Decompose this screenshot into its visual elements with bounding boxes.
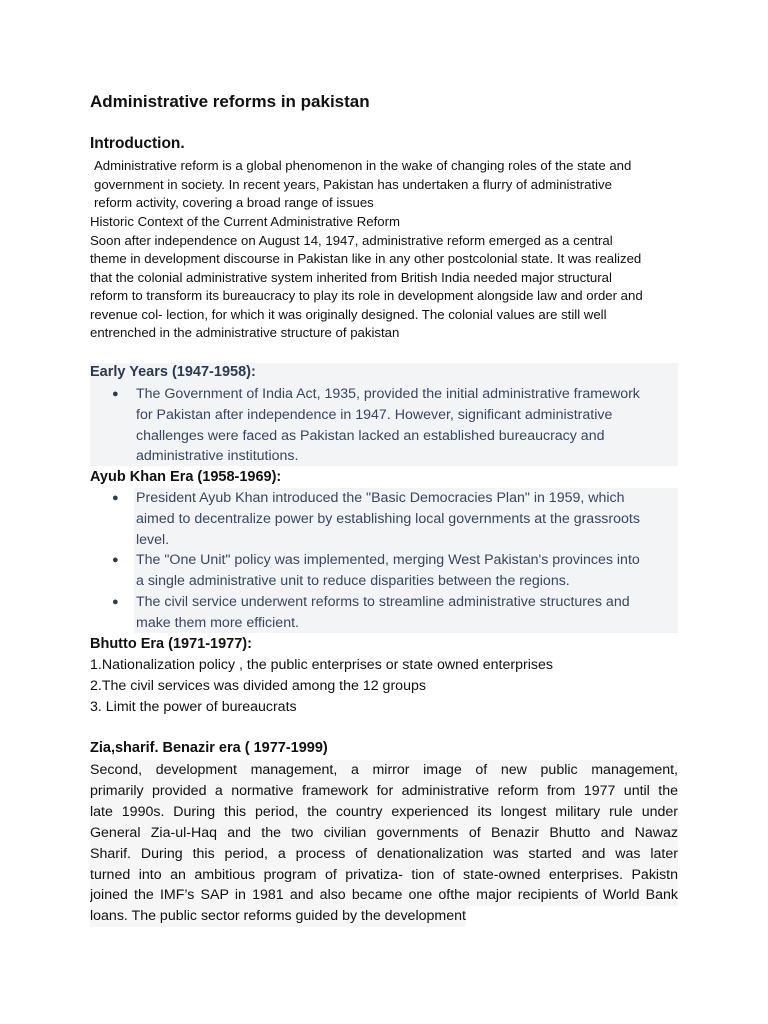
bhutto-era-heading: Bhutto Era (1971-1977): xyxy=(90,636,252,652)
bullet-line: level. xyxy=(136,531,170,548)
zia-era-paragraph xyxy=(90,760,678,934)
list-item: 1.Nationalization policy , the public enterprises or state owned enterprises xyxy=(90,657,553,673)
bullet-line: aimed to decentralize power by establishing local governments at the grassroots xyxy=(136,510,640,527)
paragraph-line: entrenched in the administrative structure of pakistan xyxy=(90,325,400,340)
early-years-heading: Early Years (1947-1958): xyxy=(90,364,256,380)
bullet-line: for Pakistan after independence in 1947. However, significant administrative xyxy=(136,406,613,423)
paragraph-line: that the colonial administrative system inherited from British India needed major structural xyxy=(90,269,612,285)
introduction-paragraph xyxy=(94,157,669,213)
historic-context-section xyxy=(90,213,680,343)
paragraph-line: revenue col- lection, for which it was originally designed. The colonial values are still well xyxy=(90,306,607,322)
paragraph-line: late 1990s. During this period, the country experienced its longest military rule under xyxy=(90,802,678,823)
bullet-icon: ● xyxy=(112,554,119,567)
bullet-line: President Ayub Khan introduced the "Basic Democracies Plan" in 1959, which xyxy=(136,490,625,506)
paragraph-line: theme in development discourse in Pakistan like in any other postcolonial state. It was realized xyxy=(90,251,642,266)
bullet-line: The Government of India Act, 1935, provided the initial administrative framework xyxy=(136,386,640,402)
paragraph-line: Soon after independence on August 14, 1947, administrative reform emerged as a central xyxy=(90,232,613,248)
bhutto-era-list xyxy=(90,655,680,718)
paragraph-line: reform to transform its bureaucracy to play its role in development alongside law and order and xyxy=(90,288,643,303)
ayub-era-heading: Ayub Khan Era (1958-1969): xyxy=(90,469,282,485)
bullet-line: make them more efficient. xyxy=(136,614,299,631)
bullet-line: a single administrative unit to reduce disparities between the regions. xyxy=(136,573,570,590)
paragraph-line: loans. The public sector reforms guided by the development xyxy=(90,906,466,927)
bullet-line: The "One Unit" policy was implemented, merging West Pakistan's provinces into xyxy=(136,552,640,569)
ayub-era-list xyxy=(110,488,678,634)
list-item xyxy=(110,384,678,467)
historic-context-heading: Historic Context of the Current Administrative Reform xyxy=(90,214,401,229)
zia-era-heading: Zia,sharif. Benazir era ( 1977-1999) xyxy=(90,740,328,756)
list-item xyxy=(110,592,678,634)
paragraph-line: reform activity, covering a broad range of issues xyxy=(94,195,374,210)
bullet-line: administrative institutions. xyxy=(136,448,299,465)
bullet-line: The civil service underwent reforms to streamline administrative structures and xyxy=(136,593,630,610)
bullet-icon: ● xyxy=(112,492,119,504)
list-item xyxy=(110,488,678,550)
introduction-heading: Introduction. xyxy=(90,135,185,152)
list-item xyxy=(110,550,678,592)
list-item: 3. Limit the power of bureaucrats xyxy=(90,699,297,715)
list-item: 2.The civil services was divided among the 12 groups xyxy=(90,678,426,694)
bullet-line: challenges were faced as Pakistan lacked an established bureaucracy and xyxy=(136,427,605,444)
paragraph-line: turned into an ambitious program of privatiza- tion of state-owned enterprises. Pakistn xyxy=(90,865,678,886)
paragraph-line: General Zia-ul-Haq and the two civilian governments of Benazir Bhutto and Nawaz xyxy=(90,823,678,844)
paragraph-line: Second, development management, a mirror image of new public management, xyxy=(90,760,678,781)
paragraph-line: Sharif. During this period, a process of denationalization was started and was later xyxy=(90,844,678,865)
early-years-list xyxy=(110,384,678,467)
paragraph-line: joined the IMF’s SAP in 1981 and also became one ofthe major recipients of World Bank xyxy=(90,885,678,906)
bullet-icon: ● xyxy=(112,388,119,400)
paragraph-line: primarily provided a normative framework for administrative reform from 1977 until the xyxy=(90,781,678,802)
document-title: Administrative reforms in pakistan xyxy=(90,92,370,111)
bullet-icon: ● xyxy=(112,595,119,608)
paragraph-line: Administrative reform is a global phenomenon in the wake of changing roles of the state and xyxy=(94,158,632,173)
paragraph-line: government in society. In recent years, Pakistan has undertaken a flurry of administrative xyxy=(94,176,612,192)
